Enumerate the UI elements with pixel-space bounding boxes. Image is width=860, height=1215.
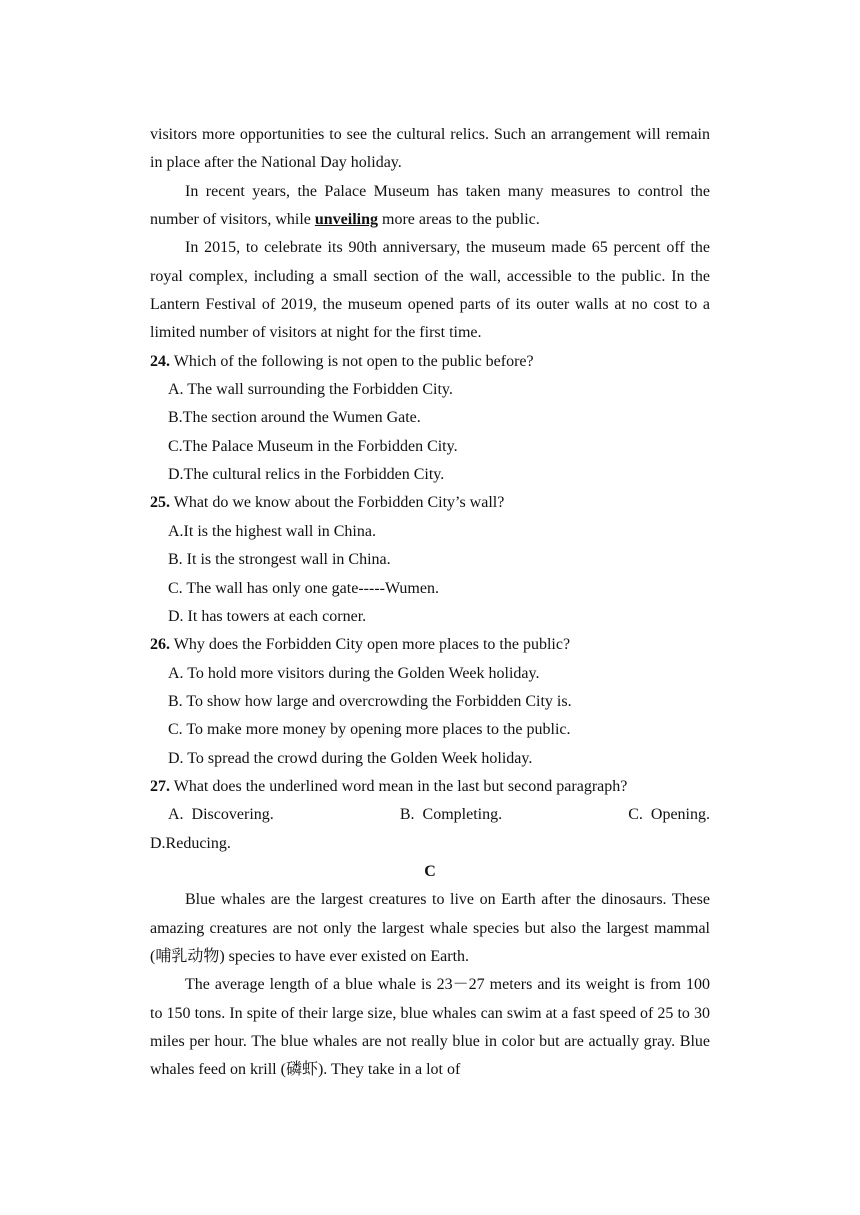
option-c: C.The Palace Museum in the Forbidden City. (168, 437, 458, 455)
option-d: D.Reducing. (150, 834, 231, 852)
option-c: C. The wall has only one gate-----Wumen. (168, 579, 439, 597)
question-number: 27. (150, 777, 170, 795)
passage-c-paragraph-1: Blue whales are the largest creatures to live on Earth after the dinosaurs. These amazing creatures are not only the largest whale species but also the largest mammal (哺乳动物) species to have ever existed on Earth. (150, 891, 710, 965)
option-c: C. Opening. (628, 806, 710, 824)
option-a: A. To hold more visitors during the Golden Week holiday. (168, 664, 540, 682)
question-text: What do we know about the Forbidden City’s wall? (173, 494, 505, 512)
option-c: C. To make more money by opening more places to the public. (168, 721, 571, 739)
question-stem (150, 773, 710, 801)
options-row (150, 801, 710, 829)
option-b: B. It is the strongest wall in China. (168, 551, 391, 569)
underlined-word: unveiling (314, 211, 379, 229)
option-d: D.The cultural relics in the Forbidden City. (168, 466, 445, 484)
question-number: 26. (150, 636, 170, 654)
paragraph-2-text-end: more areas to the public. (378, 211, 540, 229)
document-page (150, 121, 710, 1085)
option-d: D. To spread the crowd during the Golden Week holiday. (168, 749, 533, 767)
question-27 (150, 773, 710, 858)
question-text: Which of the following is not open to the public before? (173, 352, 534, 370)
option-b: B.The section around the Wumen Gate. (168, 409, 421, 427)
option-a: A. Discovering. (168, 806, 274, 824)
question-stem (150, 348, 710, 376)
passage-b-paragraph-1: visitors more opportunities to see the cultural relics. Such an arrangement will remain in place after the National Day holiday. (150, 126, 710, 172)
passage-b-paragraph-3: In 2015, to celebrate its 90th anniversary, the museum made 65 percent off the royal complex, including a small section of the wall, accessible to the public. In the Lantern Festival of 2019, the museum opened parts of its outer walls at no cost to a limited number of visitors at night for the first time. (150, 239, 710, 342)
question-stem (150, 631, 710, 659)
question-number: 24. (150, 352, 170, 370)
paragraph-2-text-start: In recent years, the Palace Museum has taken many measures to control the number of visitors, while (150, 182, 710, 229)
passage-b-paragraph-2 (150, 178, 710, 235)
passage-c-paragraph-2: The average length of a blue whale is 23－27 meters and its weight is from 100 to 150 tons. In spite of their large size, blue whales can swim at a fast speed of 25 to 30 miles per hour. The blue whales are not really blue in color but are actually gray. Blue whales feed on krill (磷虾). They take in a lot of (150, 976, 710, 1079)
option-d: D. It has towers at each corner. (168, 607, 367, 625)
option-a: A. The wall surrounding the Forbidden City. (168, 381, 453, 399)
section-heading: C (424, 862, 436, 880)
question-number: 25. (150, 494, 170, 512)
question-26 (150, 631, 710, 773)
question-text: Why does the Forbidden City open more places to the public? (173, 636, 571, 654)
option-b: B. Completing. (399, 806, 503, 824)
question-25 (150, 489, 710, 631)
question-24 (150, 348, 710, 490)
question-stem (150, 489, 710, 517)
question-text: What does the underlined word mean in the last but second paragraph? (173, 777, 628, 795)
option-a: A.It is the highest wall in China. (168, 522, 376, 540)
option-b: B. To show how large and overcrowding the Forbidden City is. (168, 692, 572, 710)
